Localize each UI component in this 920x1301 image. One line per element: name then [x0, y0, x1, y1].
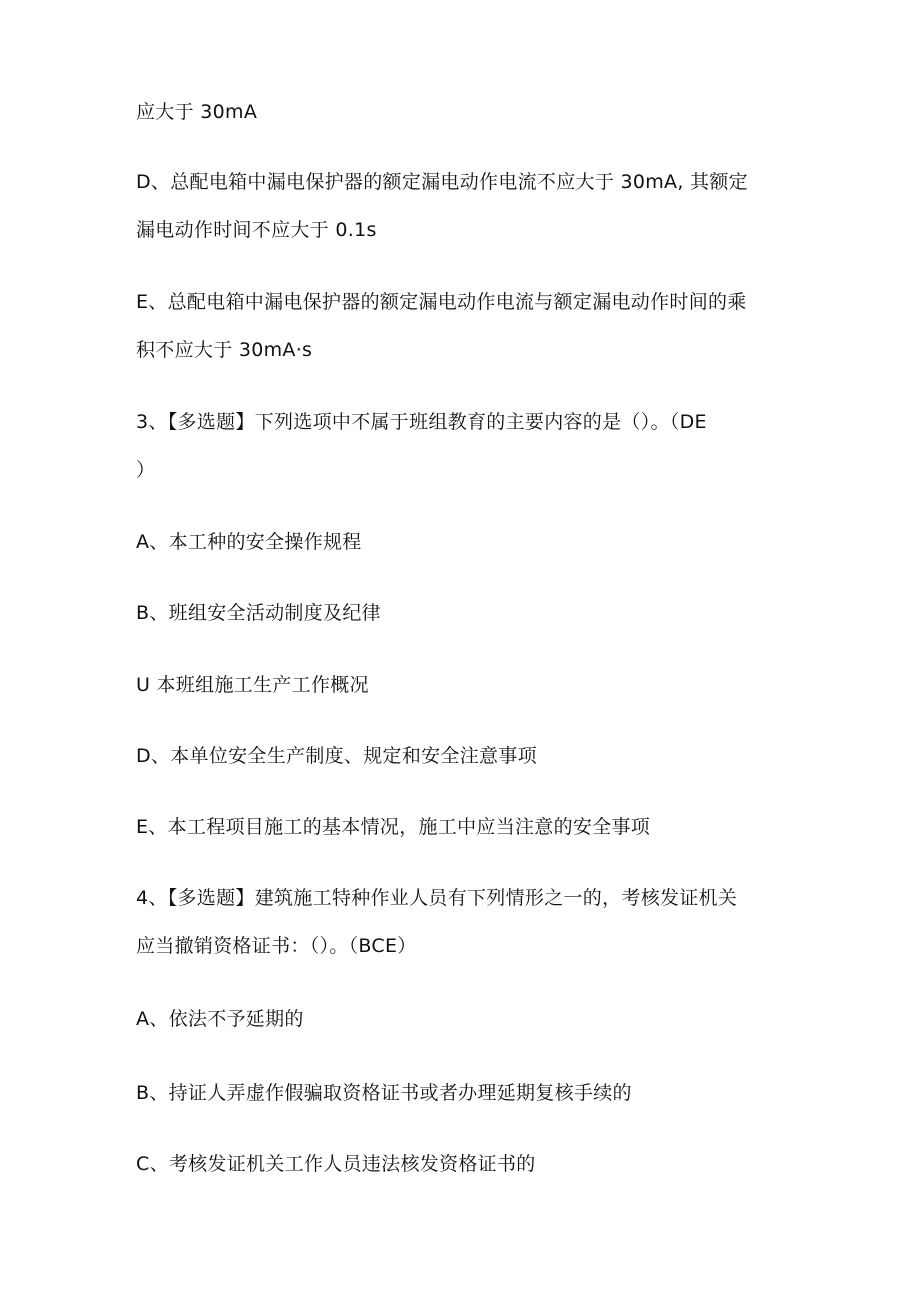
- text-line: 应大于 30mA: [136, 101, 258, 123]
- option-d-line-2: 漏电动作时间不应大于 0.1s: [136, 219, 377, 241]
- q4-option-c: C、考核发证机关工作人员违法核发资格证书的: [136, 1153, 536, 1175]
- q3-option-d: D、本单位安全生产制度、规定和安全注意事项: [136, 745, 537, 767]
- option-d-line-1: D、总配电箱中漏电保护器的额定漏电动作电流不应大于 30mA, 其额定: [136, 171, 748, 193]
- q4-option-a: A、依法不予延期的: [136, 1008, 304, 1030]
- q3-option-a: A、本工种的安全操作规程: [136, 531, 362, 553]
- q4-option-b: B、持证人弄虚作假骗取资格证书或者办理延期复核手续的: [136, 1082, 632, 1104]
- question-3-line-2: ）: [136, 459, 156, 481]
- question-4-line-2: 应当撤销资格证书：（）。（BCE）: [136, 935, 417, 957]
- option-e-line-2: 积不应大于 30mA·s: [136, 339, 313, 361]
- q3-option-e: E、本工程项目施工的基本情况，施工中应当注意的安全事项: [136, 816, 651, 838]
- question-4-line-1: 4、【多选题】建筑施工特种作业人员有下列情形之一的，考核发证机关: [136, 887, 738, 909]
- question-3-line-1: 3、【多选题】下列选项中不属于班组教育的主要内容的是（）。（DE: [136, 411, 707, 433]
- q3-option-b: B、班组安全活动制度及纪律: [136, 602, 381, 624]
- q3-option-c: U 本班组施工生产工作概况: [136, 674, 369, 696]
- option-e-line-1: E、总配电箱中漏电保护器的额定漏电动作电流与额定漏电动作时间的乘: [136, 291, 747, 313]
